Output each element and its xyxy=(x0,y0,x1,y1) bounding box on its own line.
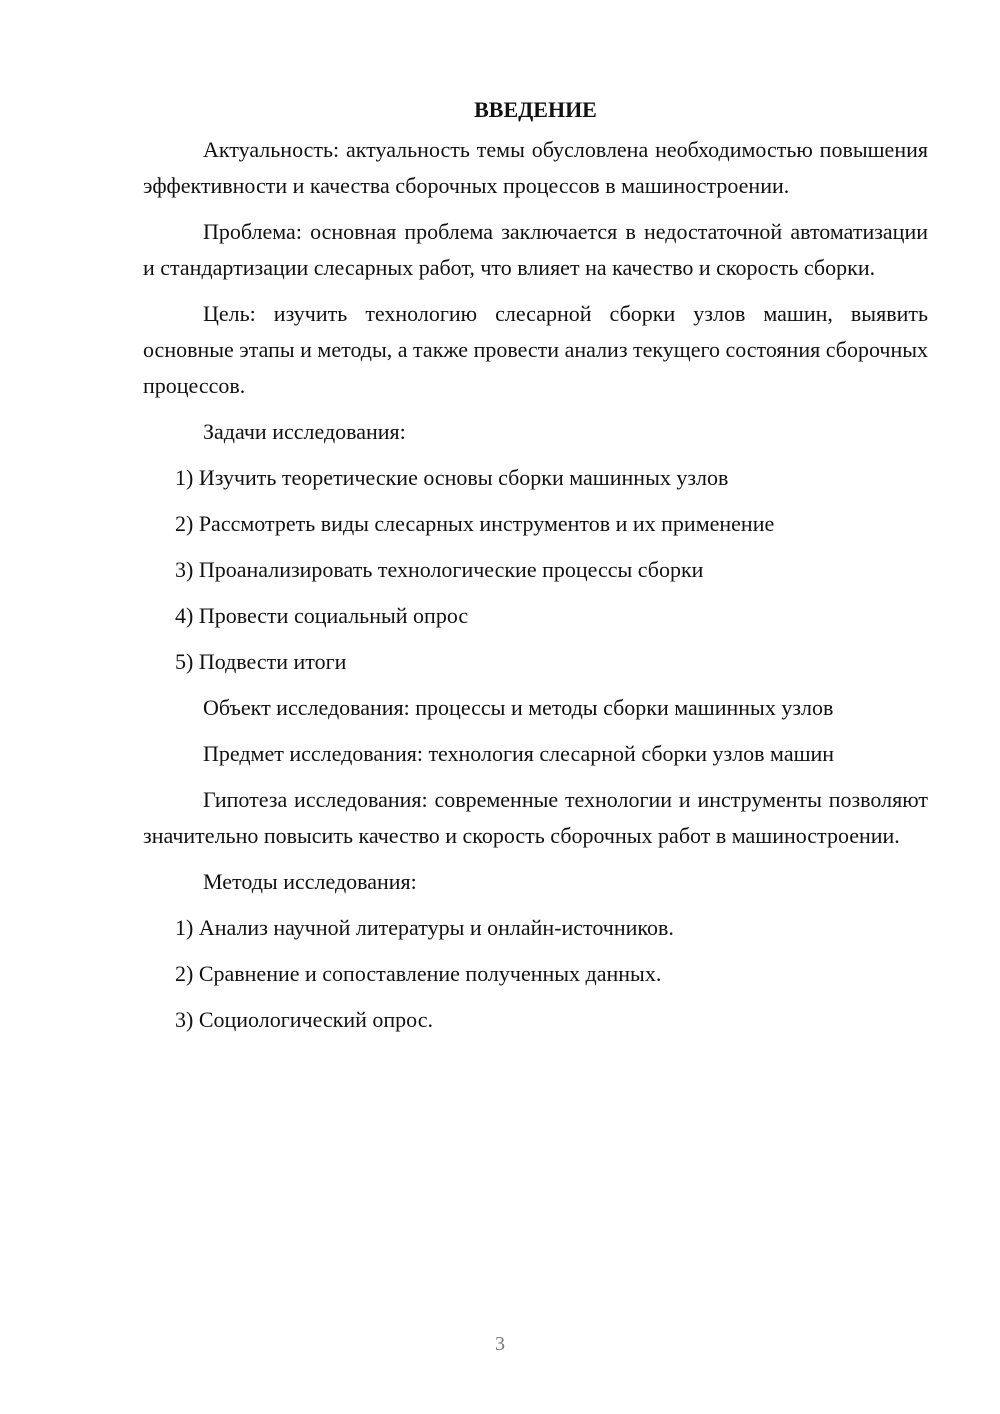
task-item: 3) Проанализировать технологические процессы сборки xyxy=(175,557,704,582)
methods-list xyxy=(143,910,928,1038)
object-line: Объект исследования: процессы и методы сборки машинных узлов xyxy=(203,695,834,720)
method-item: 3) Социологический опрос. xyxy=(175,1007,433,1032)
subject-line: Предмет исследования: технология слесарной сборки узлов машин xyxy=(203,741,835,766)
relevance-paragraph: Актуальность: актуальность темы обусловлена необходимостью повышения эффективности и качества сборочных процессов в машиностроении. xyxy=(143,137,928,198)
page-content xyxy=(143,92,928,1048)
method-item: 2) Сравнение и сопоставление полученных данных. xyxy=(175,961,662,986)
page-number: 3 xyxy=(495,1333,505,1355)
task-item: 2) Рассмотреть виды слесарных инструментов и их применение xyxy=(175,511,775,536)
problem-paragraph: Проблема: основная проблема заключается в недостаточной автоматизации и стандартизации слесарных работ, что влияет на качество и скорость сборки. xyxy=(143,219,928,280)
goal-paragraph: Цель: изучить технологию слесарной сборки узлов машин, выявить основные этапы и методы, а также провести анализ текущего состояния сборочных процессов. xyxy=(143,301,928,398)
task-item: 5) Подвести итоги xyxy=(175,649,347,674)
hypothesis-paragraph: Гипотеза исследования: современные технологии и инструменты позволяют значительно повысить качество и скорость сборочных работ в машиностроении. xyxy=(143,787,928,848)
method-item: 1) Анализ научной литературы и онлайн-источников. xyxy=(175,915,674,940)
task-item: 1) Изучить теоретические основы сборки машинных узлов xyxy=(175,465,729,490)
task-item: 4) Провести социальный опрос xyxy=(175,603,469,628)
methods-label: Методы исследования: xyxy=(203,869,417,894)
tasks-label: Задачи исследования: xyxy=(203,419,406,444)
section-heading: ВВЕДЕНИЕ xyxy=(474,97,597,122)
tasks-list xyxy=(143,460,928,680)
